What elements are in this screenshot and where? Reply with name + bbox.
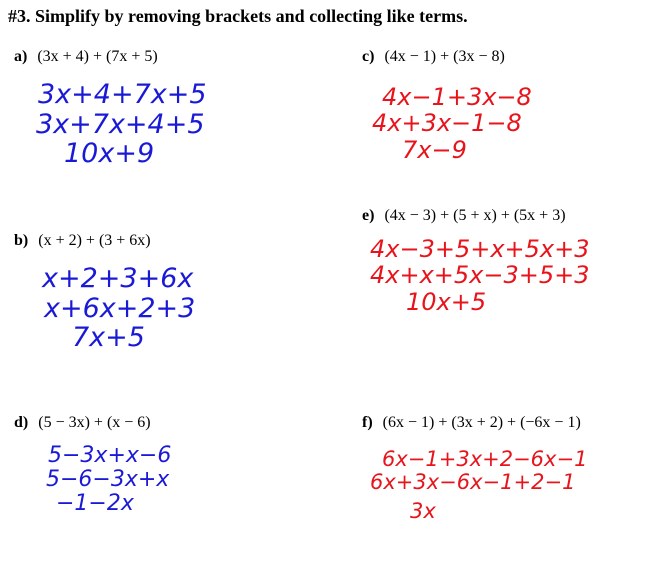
problem-d-step-3: −1−2x <box>56 491 134 517</box>
problem-a-expression: (3x + 4) + (7x + 5) <box>37 48 158 65</box>
problem-d <box>14 414 151 432</box>
problem-b-letter: b) <box>14 232 29 249</box>
problem-e-step-3: 10x+5 <box>406 287 487 316</box>
problem-d-work <box>46 444 171 517</box>
problem-b-step-1: x+2+3+6x <box>42 263 194 294</box>
problem-e-work <box>370 236 590 315</box>
problem-a-letter: a) <box>14 48 28 65</box>
problem-c-work <box>372 83 532 164</box>
problem-b-expression: (x + 2) + (3 + 6x) <box>38 232 151 249</box>
problem-c-step-3: 7x−9 <box>402 135 467 164</box>
problem-e-expression: (4x − 3) + (5 + x) + (5x + 3) <box>384 207 566 224</box>
problem-a-work <box>36 80 207 169</box>
problem-d-step-1: 5−3x+x−6 <box>48 443 172 468</box>
problem-e-step-2: 4x+x+5x−3+5+3 <box>370 261 590 290</box>
problem-e-step-1: 4x−3+5+x+5x+3 <box>370 235 590 263</box>
problem-f-step-1: 6x−1+3x+2−6x−1 <box>382 447 588 471</box>
problem-d-step-2: 5−6−3x+x <box>46 467 170 493</box>
problem-d-expression: (5 − 3x) + (x − 6) <box>38 414 151 431</box>
problem-c-step-2: 4x+3x−1−8 <box>372 109 522 138</box>
problem-a <box>14 48 158 66</box>
worksheet-title: #3. Simplify by removing brackets and collecting like terms. <box>8 6 468 26</box>
problem-c-expression: (4x − 1) + (3x − 8) <box>384 48 505 65</box>
problem-a-step-3: 10x+9 <box>64 138 155 170</box>
problem-a-step-2: 3x+7x+4+5 <box>36 108 205 140</box>
problem-f-letter: f) <box>362 414 373 431</box>
problem-e <box>362 207 566 225</box>
problem-d-letter: d) <box>14 414 29 431</box>
problem-e-letter: e) <box>362 207 375 224</box>
problem-f-step-3: 3x <box>410 499 436 524</box>
problem-f-expression: (6x − 1) + (3x + 2) + (−6x − 1) <box>382 414 581 431</box>
problem-f-work <box>370 448 587 523</box>
problem-f <box>362 414 581 432</box>
problem-b-work <box>42 264 195 353</box>
problem-c-step-1: 4x−1+3x−8 <box>382 83 532 111</box>
problem-b <box>14 232 151 250</box>
problem-a-step-1: 3x+4+7x+5 <box>38 79 207 110</box>
problem-b-step-3: 7x+5 <box>72 322 145 354</box>
problem-b-step-2: x+6x+2+3 <box>44 292 196 324</box>
problem-c <box>362 48 505 66</box>
problem-c-letter: c) <box>362 48 375 65</box>
problem-f-step-2: 6x+3x−6x−1+2−1 <box>370 470 576 495</box>
